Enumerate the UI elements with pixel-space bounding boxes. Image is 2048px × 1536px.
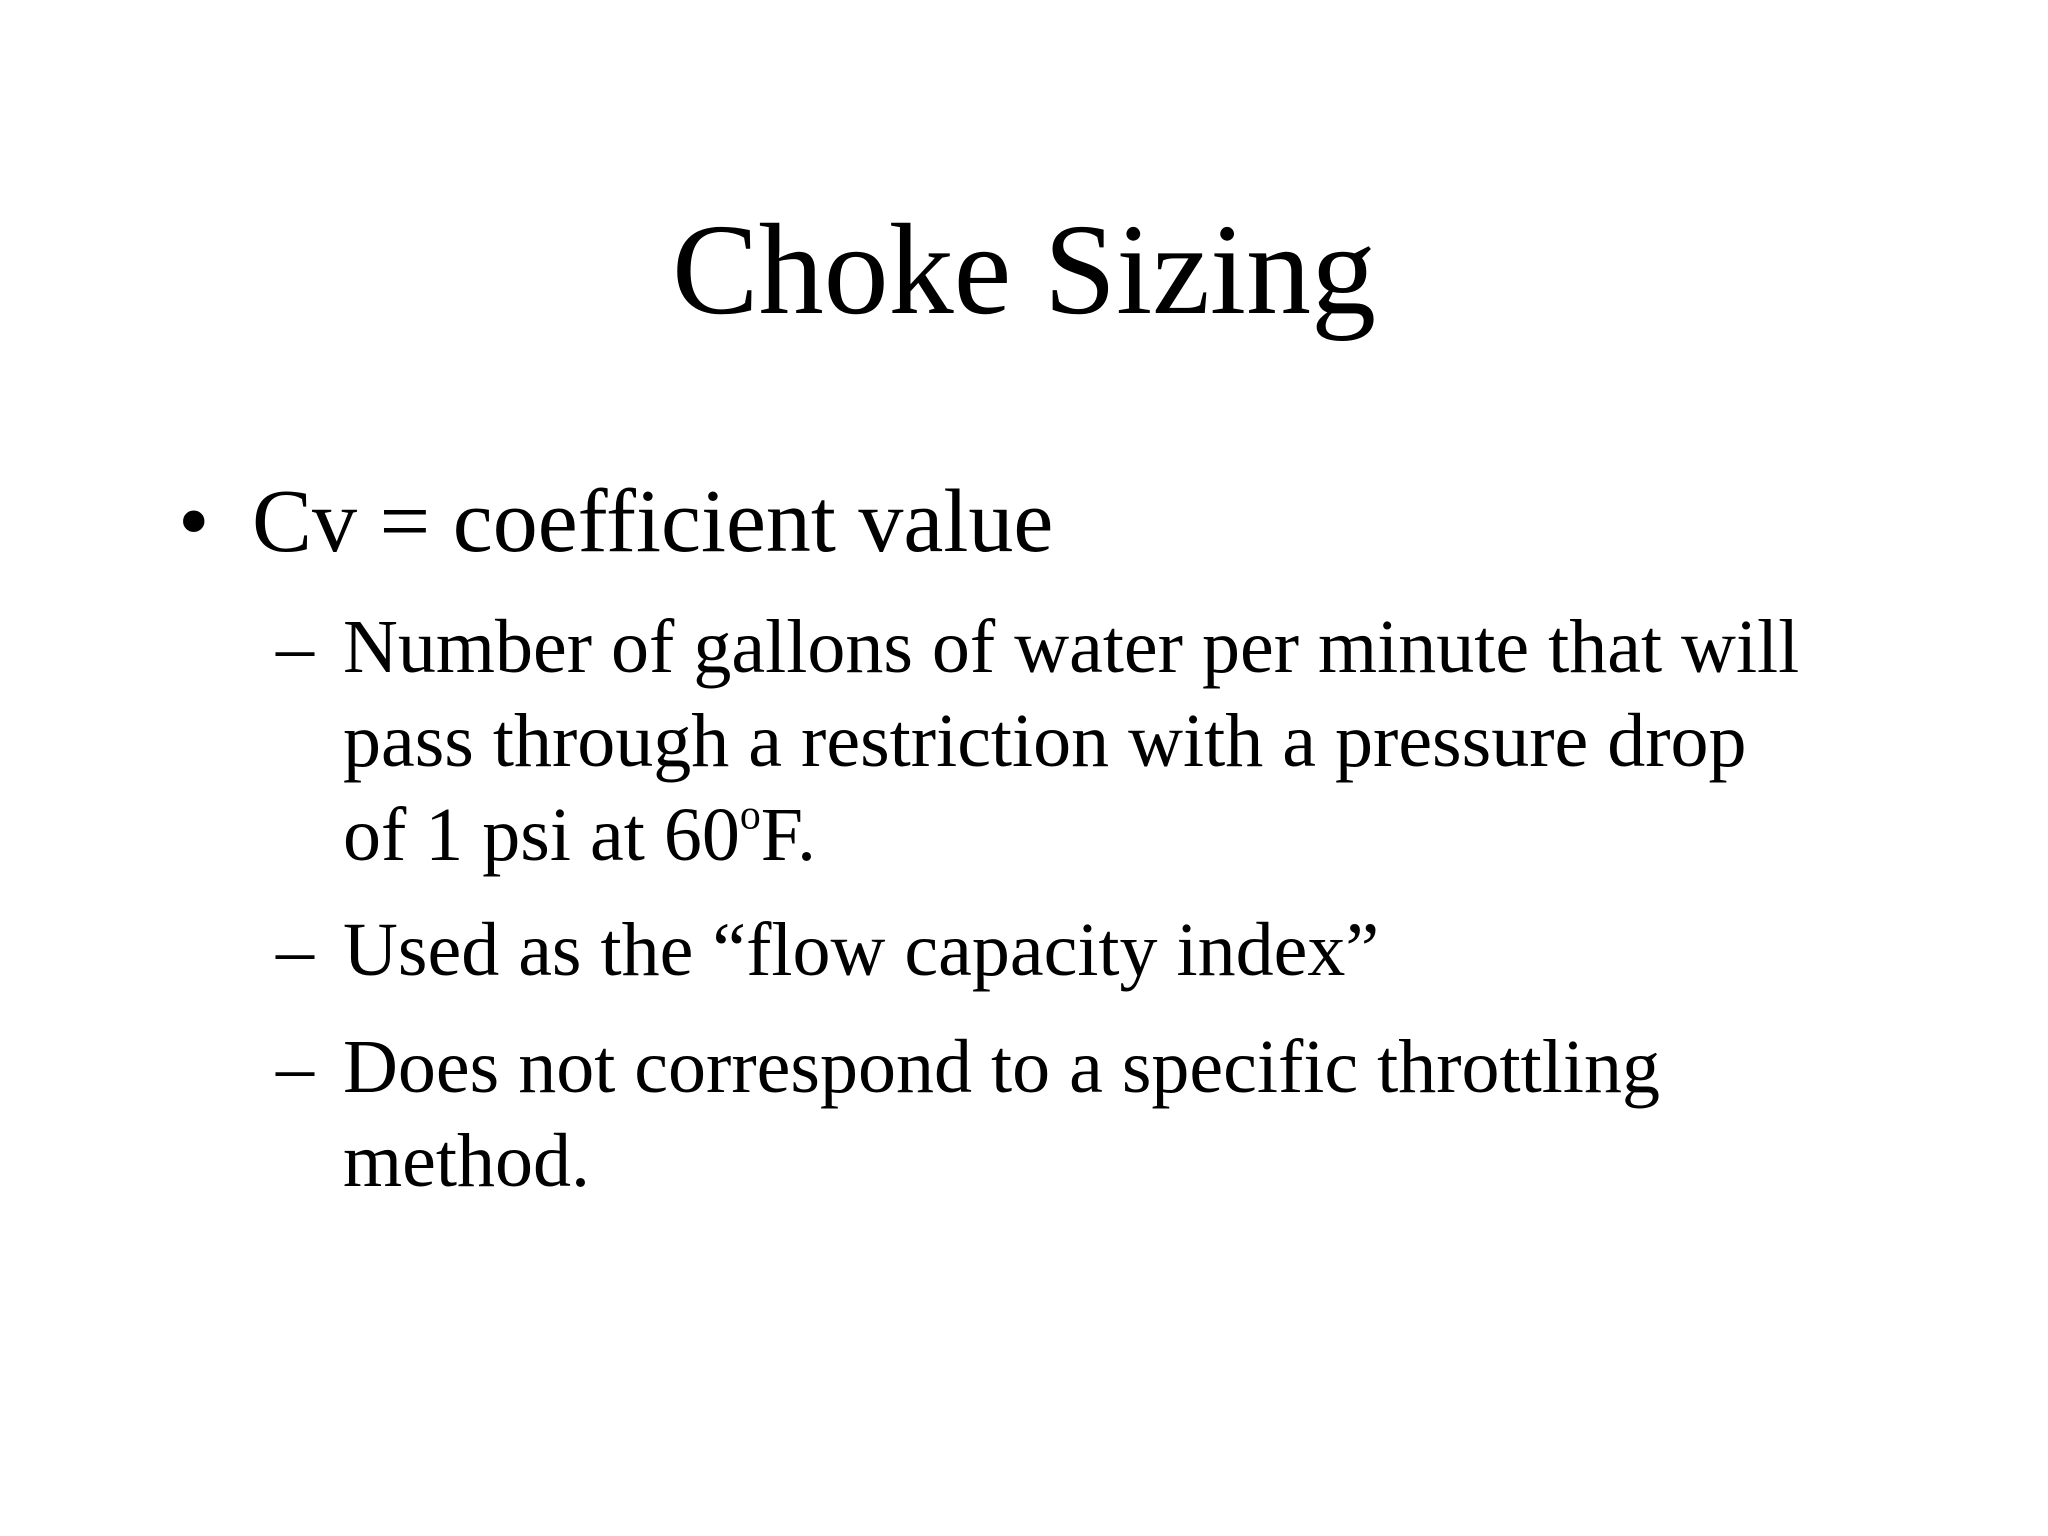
bullet-text: Cv = coefficient value — [252, 472, 1054, 571]
slide-title: Choke Sizing — [671, 198, 1377, 342]
sub-item-line — [343, 788, 1913, 882]
sub-item-line-text: of 1 psi at 60 — [343, 793, 740, 877]
sub-item-text — [343, 1020, 1913, 1208]
degree-superscript: o — [739, 792, 761, 839]
sub-item-line: pass through a restriction with a pressure drop — [343, 699, 1747, 783]
sub-item-line: Does not correspond to a specific throttling — [343, 1025, 1661, 1109]
sub-item-line: method. — [343, 1119, 590, 1203]
sub-item-text — [343, 600, 1913, 882]
sub-item-line: Used as the “flow capacity index” — [343, 908, 1380, 992]
sub-item-marker: – — [276, 605, 314, 689]
sub-item-marker: – — [276, 908, 314, 992]
sub-item-text — [343, 903, 1913, 997]
bullet-marker: • — [178, 472, 210, 571]
sub-item-marker: – — [276, 1025, 314, 1109]
sub-item-line-text: F. — [760, 793, 816, 877]
sub-item-line: Number of gallons of water per minute that will — [343, 605, 1800, 689]
